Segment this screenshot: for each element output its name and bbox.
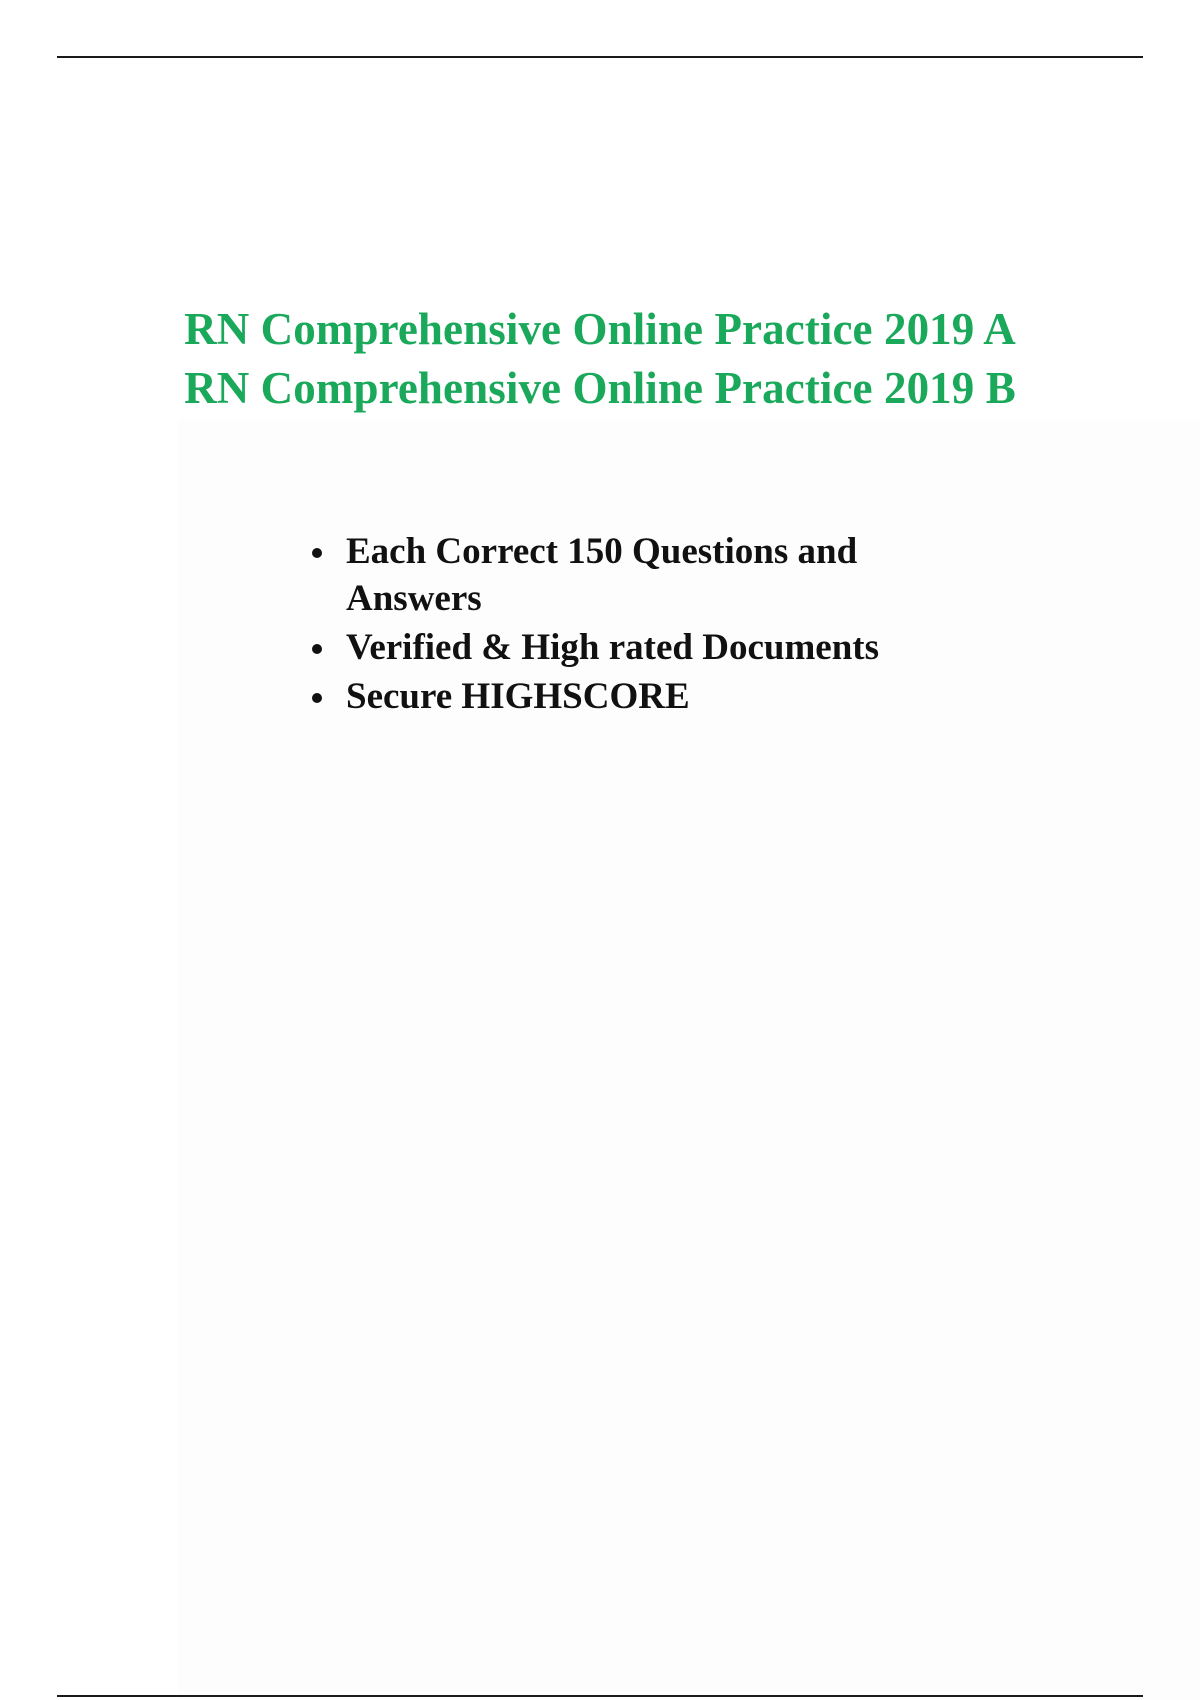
title-line-b: RN Comprehensive Online Practice 2019 B [184,363,1016,413]
document-title [0,300,1200,418]
list-item-text: Verified & High rated Documents [346,627,880,668]
bullet-icon [312,693,322,703]
list-item-text: Each Correct 150 Questions and Answers [346,531,858,619]
bullet-icon [312,644,322,654]
bottom-rule [57,1695,1143,1697]
feature-list [312,528,952,722]
title-line-a: RN Comprehensive Online Practice 2019 A [184,304,1016,354]
top-rule [57,56,1143,58]
list-item-text: Secure HIGHSCORE [346,676,690,717]
list-item [312,673,952,720]
bullet-icon [312,548,322,558]
list-item [312,624,952,671]
list-item [312,528,952,622]
